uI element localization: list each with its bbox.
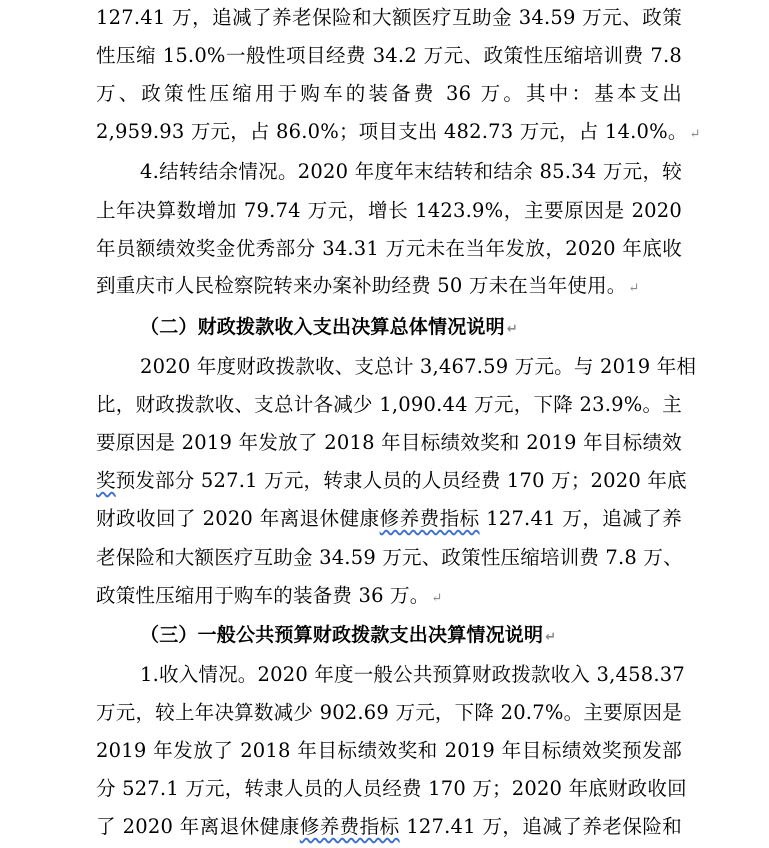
text-line: 年员额绩效奖金优秀部分 34.31 万元未在当年发放，2020 年底收 bbox=[96, 237, 682, 260]
text-line: 要原因是 2019 年发放了 2018 年目标绩效奖和 2019 年目标绩效 bbox=[96, 431, 682, 454]
paragraph-mark-icon: ↵ bbox=[628, 281, 640, 296]
text-line: 比，财政拨款收、支总计各减少 1,090.44 万元，下降 23.9%。主 bbox=[96, 393, 682, 416]
text-line: 了 2020 年离退休健康修养费指标 127.41 万，追减了养老保险和 bbox=[96, 815, 683, 838]
section-heading: （二）财政拨款收入支出决算总体情况说明 ↵ bbox=[140, 316, 518, 338]
paragraph-mark-icon: ↵ bbox=[545, 630, 557, 645]
text-line: 分 527.1 万元，转隶人员的人员经费 170 万；2020 年底财政收回 bbox=[96, 777, 687, 800]
text-line: 万、政策性压缩用于购车的装备费 36 万。其中：基本支出 bbox=[96, 82, 682, 105]
text-line: 政策性压缩用于购车的装备费 36 万。 ↵ bbox=[96, 584, 443, 607]
text-line: 财政收回了 2020 年离退休健康修养费指标 127.41 万，追减了养 bbox=[96, 507, 682, 530]
text-line: 2,959.93 万元，占 86.0%；项目支出 482.73 万元，占 14.0%。 ↵ bbox=[96, 120, 701, 143]
paragraph-mark-icon: ↵ bbox=[689, 127, 701, 142]
text-line: 2019 年发放了 2018 年目标绩效奖和 2019 年目标绩效奖预发部 bbox=[96, 739, 682, 762]
section-heading: （三）一般公共预算财政拨款支出决算情况说明 ↵ bbox=[140, 624, 557, 646]
spellcheck-underline: 修养费指标 bbox=[379, 507, 480, 530]
paragraph-mark-icon: ↵ bbox=[431, 591, 443, 606]
text-line: 性压缩 15.0%一般性项目经费 34.2 万元、政策性压缩培训费 7.8 bbox=[96, 44, 682, 67]
text-line: 4.结转结余情况。2020 年度年末结转和结余 85.34 万元，较 bbox=[140, 160, 682, 183]
text-line: 万元，较上年决算数减少 902.69 万元，下降 20.7%。主要原因是 bbox=[96, 701, 682, 724]
text-line: 上年决算数增加 79.74 万元，增长 1423.9%，主要原因是 2020 bbox=[96, 199, 682, 222]
text-line: 到重庆市人民检察院转来办案补助经费 50 万未在当年使用。 ↵ bbox=[96, 274, 640, 297]
text-line: 127.41 万，追减了养老保险和大额医疗互助金 34.59 万元、政策 bbox=[96, 6, 682, 29]
text-line: 2020 年度财政拨款收、支总计 3,467.59 万元。与 2019 年相 bbox=[140, 355, 697, 378]
text-line: 1.收入情况。2020 年度一般公共预算财政拨款收入 3,458.37 bbox=[140, 663, 685, 686]
text-line: 奖预发部分 527.1 万元，转隶人员的人员经费 170 万；2020 年底 bbox=[96, 469, 687, 492]
paragraph-mark-icon: ↵ bbox=[506, 322, 518, 337]
spellcheck-underline: 奖 bbox=[96, 469, 116, 492]
text-line: 老保险和大额医疗互助金 34.59 万元、政策性压缩培训费 7.8 万、 bbox=[96, 546, 683, 569]
spellcheck-underline: 修养费指标 bbox=[299, 815, 400, 838]
